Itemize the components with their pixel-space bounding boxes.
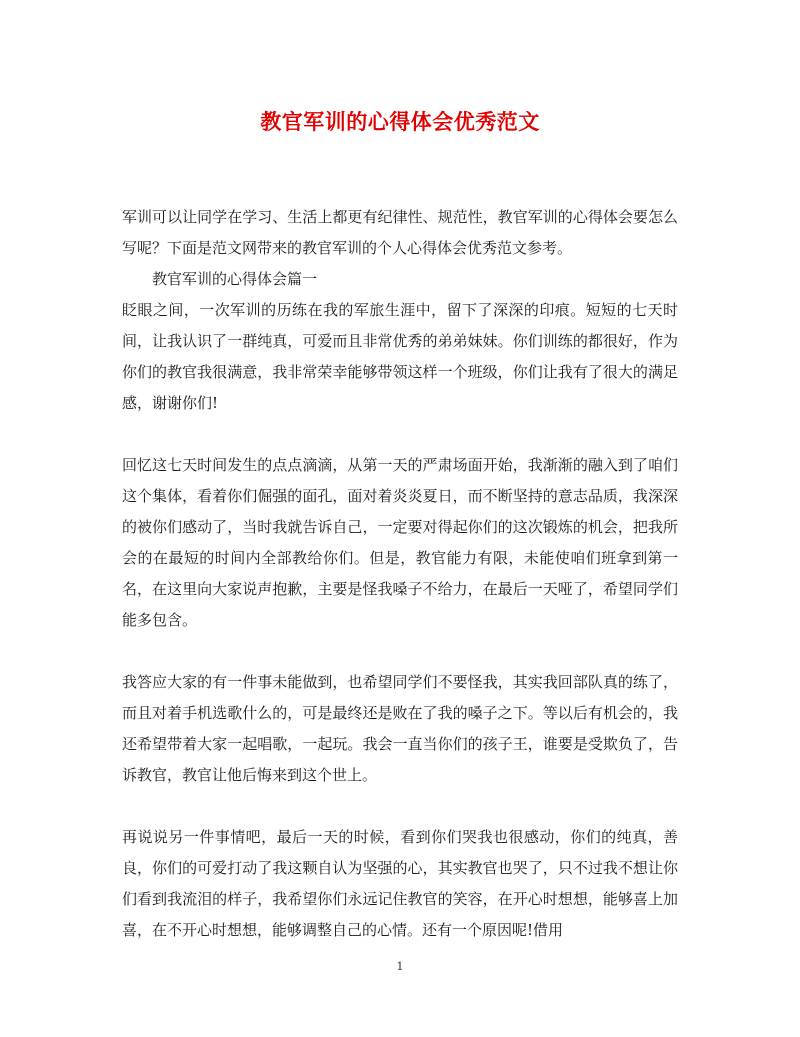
document-body: [122, 202, 678, 946]
body-paragraph-1: 眨眼之间，一次军训的历练在我的军旅生涯中，留下了深深的印痕。短短的七天时间，让我认识了一群纯真，可爱而且非常优秀的弟弟妹妹。你们训练的都很好，作为你们的教官我很满意，我非常荣幸能够带领这样一个班级，你们让我有了很大的满足感，谢谢你们!: [122, 301, 678, 412]
body-paragraph-2: 回忆这七天时间发生的点点滴滴，从第一天的严肃场面开始，我渐渐的融入到了咱们这个集体，看着你们倔强的面孔，面对着炎炎夏日，而不断坚持的意志品质，我深深的被你们感动了，当时我就告诉自己，一定要对得起你们的这次锻炼的机会，把我所会的在最短的时间内全部教给你们。但是，教官能力有限，未能使咱们班拿到第一名，在这里向大家说声抱歉，主要是怪我嗓子不给力，在最后一天哑了，希望同学们能多包含。: [122, 456, 678, 629]
document-title: 教官军训的心得体会优秀范文: [260, 109, 540, 134]
body-paragraph-3: 我答应大家的有一件事未能做到，也希望同学们不要怪我，其实我回部队真的练了，而且对着手机选歌什么的，可是最终还是败在了我的嗓子之下。等以后有机会的，我还希望带着大家一起唱歌，一起玩。我会一直当你们的孩子王，谁要是受欺负了，告诉教官，教官让他后悔来到这个世上。: [122, 673, 678, 784]
page-number: 1: [396, 960, 404, 973]
section-heading: 教官军训的心得体会篇一: [152, 270, 318, 288]
body-paragraph-4: 再说说另一件事情吧，最后一天的时候，看到你们哭我也很感动，你们的纯真，善良，你们的可爱打动了我这颗自认为坚强的心，其实教官也哭了，只不过我不想让你们看到我流泪的样子，我希望你们永远记住教官的笑容，在开心时想想，能够喜上加喜，在不开心时想想，能够调整自己的心情。还有一个原因呢!借用: [122, 828, 678, 939]
intro-paragraph: 军训可以让同学在学习、生活上都更有纪律性、规范性，教官军训的心得体会要怎么写呢？下面是范文网带来的教官军训的个人心得体会优秀范文参考。: [122, 208, 678, 257]
